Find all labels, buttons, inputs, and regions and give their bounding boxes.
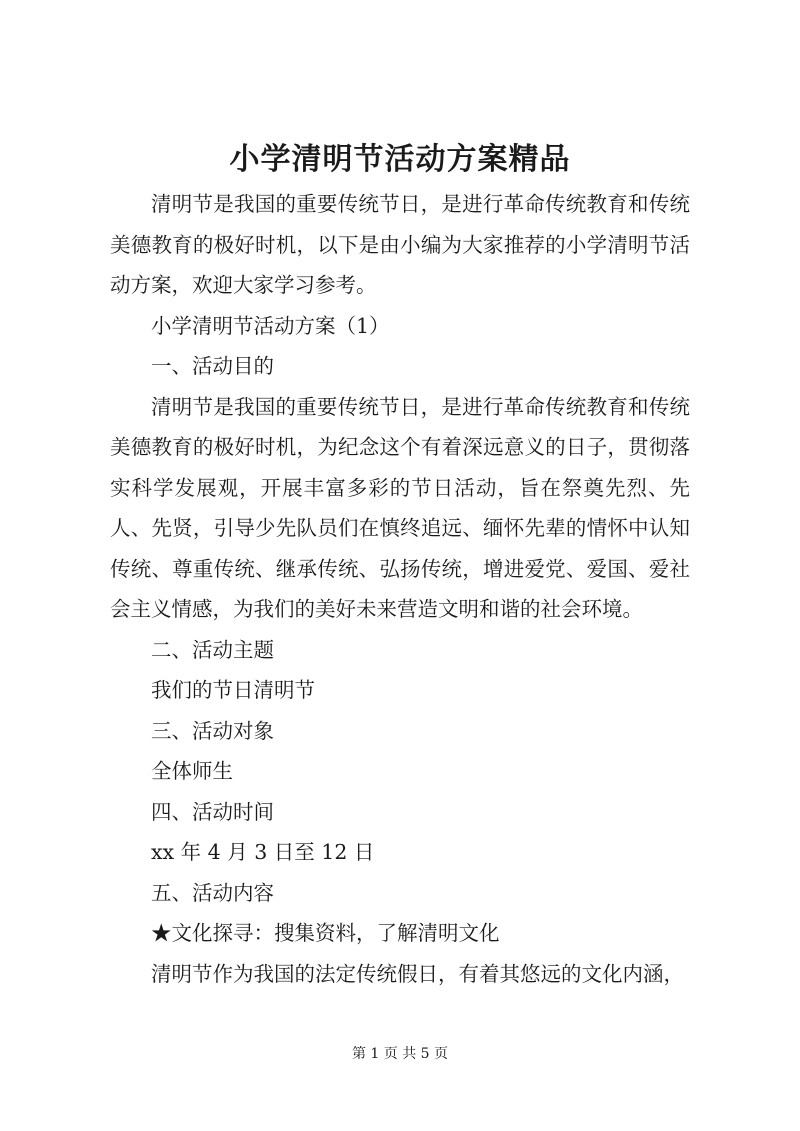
purpose-paragraph: 清明节是我国的重要传统节日，是进行革命传统教育和传统美德教育的极好时机，为纪念这个有着深远意义的日子，贯彻落实科学发展观，开展丰富多彩的节日活动，旨在祭奠先烈、先人、先贤，引导少先队员们在慎终追远、缅怀先辈的情怀中认知传统、尊重传统、继承传统、弘扬传统，增进爱党、爱国、爱社会主义情感，为我们的美好未来营造文明和谐的社会环境。 (110, 394, 690, 621)
heading-content: 五、活动内容 (151, 880, 274, 905)
intro-paragraph: 清明节是我国的重要传统节日，是进行革命传统教育和传统美德教育的极好时机，以下是由小编为大家推荐的小学清明节活动方案，欢迎大家学习参考。 (110, 192, 690, 297)
audience-text: 全体师生 (151, 759, 233, 783)
heading-purpose: 一、活动目的 (151, 354, 274, 378)
page-footer: 第 1 页 共 5 页 (351, 1046, 449, 1062)
heading-audience: 三、活动对象 (151, 718, 274, 743)
time-text: xx 年 4 月 3 日至 12 日 (151, 840, 375, 864)
document-body (110, 184, 690, 994)
document-title: 小学清明节活动方案精品 (229, 142, 571, 177)
heading-theme: 二、活动主题 (151, 637, 274, 662)
content-paragraph: 清明节作为我国的法定传统假日，有着其悠远的文化内涵， (151, 961, 684, 986)
theme-text: 我们的节日清明节 (151, 678, 315, 702)
section-plan-heading: 小学清明节活动方案（1） (151, 313, 390, 338)
heading-time: 四、活动时间 (151, 799, 274, 824)
content-subheading: ★文化探寻：搜集资料，了解清明文化 (151, 921, 500, 945)
